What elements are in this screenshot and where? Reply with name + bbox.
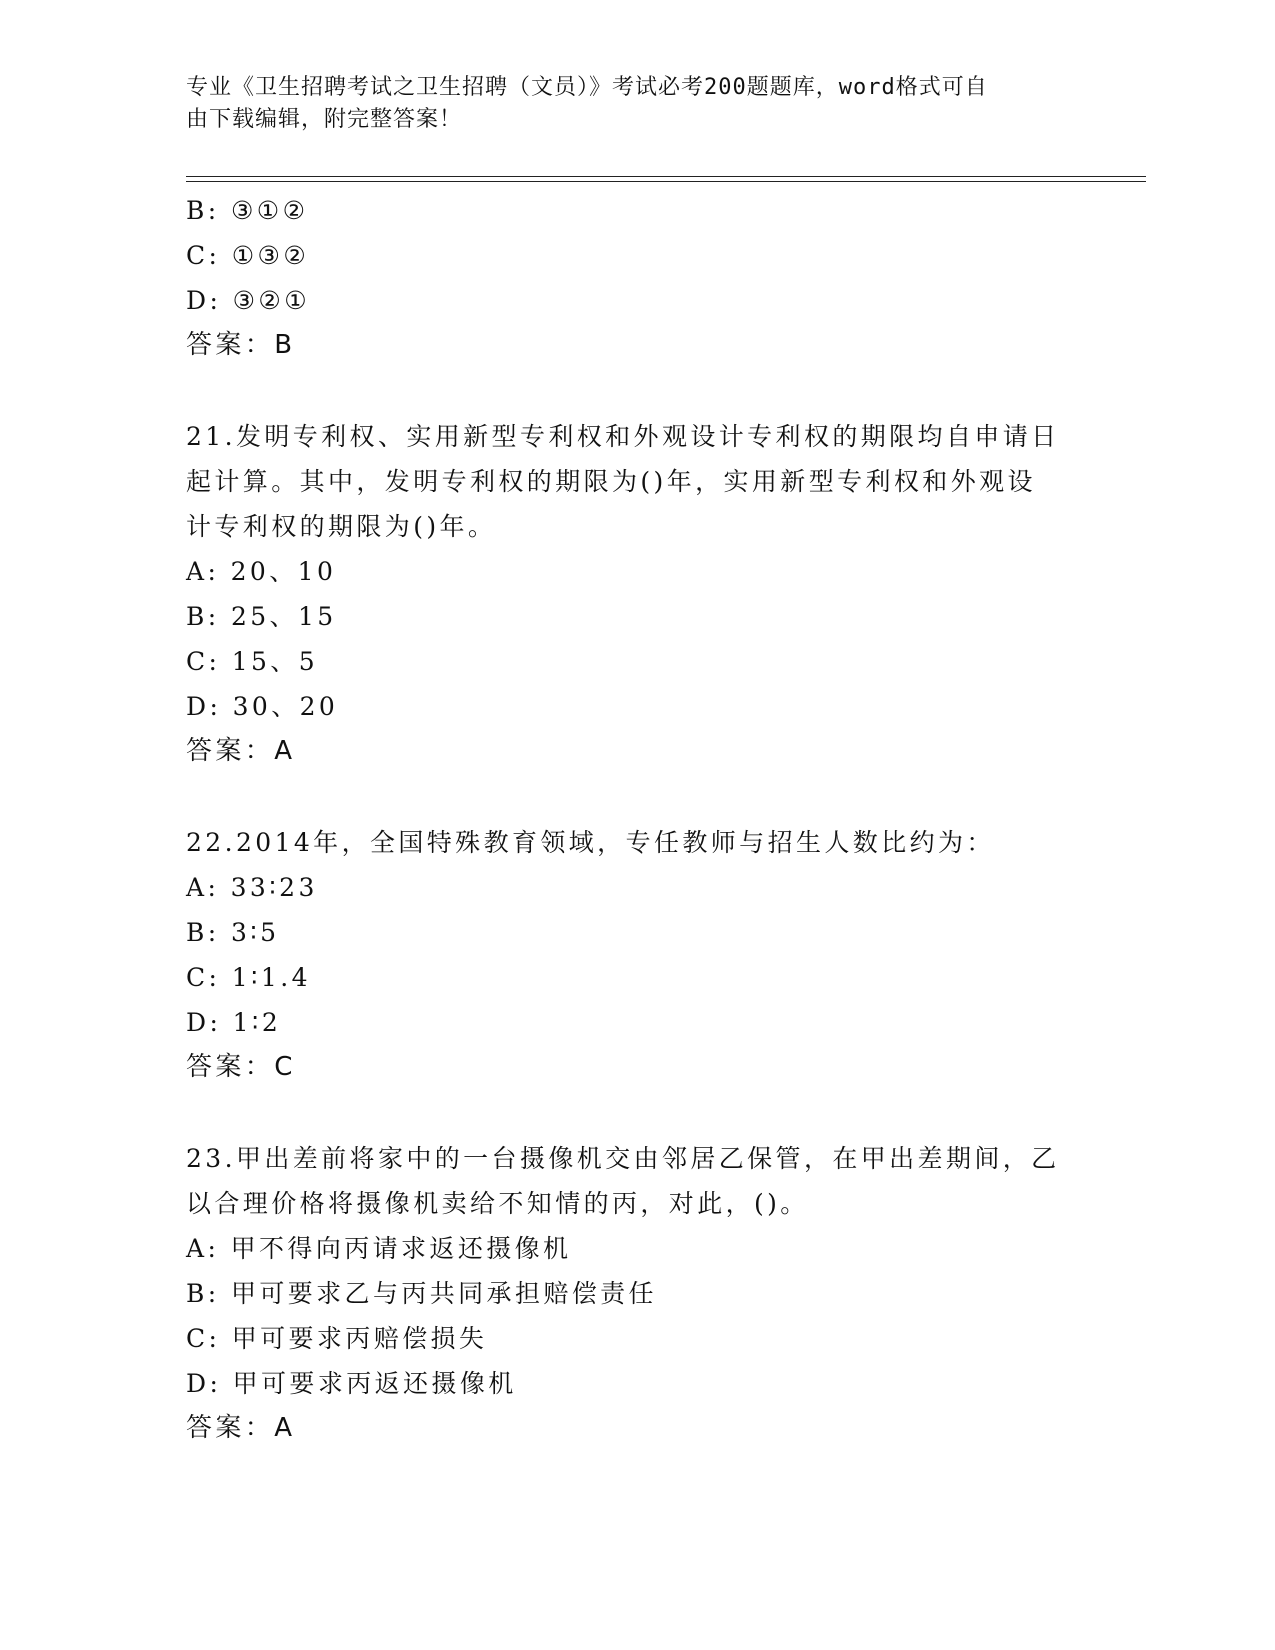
option-c: C: ①③② <box>186 241 310 270</box>
question-stem-line: 21.发明专利权、实用新型专利权和外观设计专利权的期限均自申请日 <box>186 422 1060 451</box>
answer-line: 答案：A <box>186 736 296 766</box>
question-22 <box>186 820 1086 1090</box>
question-stem-line: 23.甲出差前将家中的一台摄像机交由邻居乙保管，在甲出差期间，乙 <box>186 1144 1060 1173</box>
spacer <box>186 774 1086 820</box>
option-c: C: 1∶1.4 <box>186 963 311 992</box>
spacer <box>186 368 1086 414</box>
answer-line: 答案：A <box>186 1413 296 1443</box>
page-header <box>186 72 1066 136</box>
header-rule-top <box>186 176 1146 177</box>
question-stem-line: 计专利权的期限为()年。 <box>186 512 497 541</box>
question-23 <box>186 1136 1086 1451</box>
option-b: B: 3∶5 <box>186 918 280 947</box>
answer-line: 答案：C <box>186 1052 296 1082</box>
header-line-1: 专业《卫生招聘考试之卫生招聘（文员）》考试必考200题题库，word格式可自 <box>186 75 988 100</box>
option-b: B: ③①② <box>186 196 309 225</box>
header-rule-bottom <box>186 181 1146 182</box>
option-a: A: 33∶23 <box>186 873 318 902</box>
spacer <box>186 1090 1086 1136</box>
question-21 <box>186 414 1086 774</box>
option-b: B: 25、15 <box>186 602 337 631</box>
option-d: D: ③②① <box>186 286 311 315</box>
answer-line: 答案：B <box>186 330 296 360</box>
option-d: D: 1∶2 <box>186 1008 282 1037</box>
header-line-2: 由下载编辑，附完整答案！ <box>186 107 463 132</box>
question-stem-line: 22.2014年，全国特殊教育领域，专任教师与招生人数比约为： <box>186 828 995 857</box>
question-stem-line: 以合理价格将摄像机卖给不知情的丙，对此，()。 <box>186 1189 809 1218</box>
option-b: B: 甲可要求乙与丙共同承担赔偿责任 <box>186 1279 657 1308</box>
option-d: D: 甲可要求丙返还摄像机 <box>186 1369 517 1398</box>
option-a: A: 甲不得向丙请求返还摄像机 <box>186 1234 572 1263</box>
option-a: A: 20、10 <box>186 557 337 586</box>
question-20 <box>186 188 1086 368</box>
question-list <box>186 188 1086 1451</box>
question-stem-line: 起计算。其中，发明专利权的期限为()年，实用新型专利权和外观设 <box>186 467 1036 496</box>
option-c: C: 15、5 <box>186 647 319 676</box>
option-c: C: 甲可要求丙赔偿损失 <box>186 1324 488 1353</box>
option-d: D: 30、20 <box>186 692 339 721</box>
